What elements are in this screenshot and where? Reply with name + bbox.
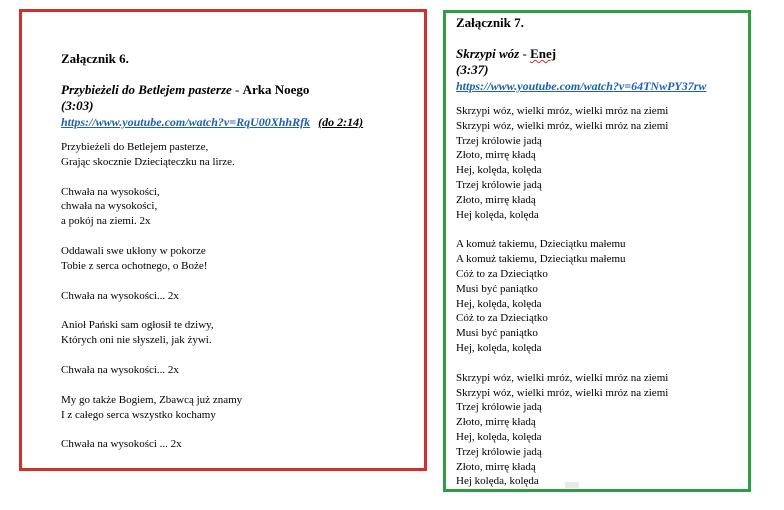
stanza	[61, 140, 421, 170]
lyric-line: Chwała na wysokości,	[61, 185, 160, 198]
attachment-6-content	[61, 51, 421, 452]
link-line	[61, 114, 421, 130]
page-break-marker	[565, 482, 579, 488]
lyric-line: A komuż takiemu, Dzieciątku małemu	[456, 253, 626, 266]
lyric-line: Hej, kolęda, kolęda	[456, 430, 542, 443]
song-duration: (3:03)	[61, 98, 94, 113]
lyric-line: Oddawali swe ukłony w pokorze	[61, 244, 206, 257]
lyric-line: Których oni nie słyszeli, jak żywi.	[61, 334, 212, 347]
stanza	[61, 437, 421, 452]
lyric-line: Chwała na wysokości ... 2x	[61, 438, 182, 451]
lyric-line: Skrzypi wóz, wielki mróz, wielki mróz na ziemi	[456, 105, 669, 117]
youtube-link[interactable]: https://www.youtube.com/watch?v=64TNwPY37rw	[456, 79, 707, 93]
stanza	[61, 393, 421, 423]
link-line	[456, 78, 751, 94]
stanza	[61, 363, 421, 378]
lyric-line: I z całego serca wszystko kochamy	[61, 408, 216, 421]
artist-name: Enej	[530, 46, 557, 61]
stanza	[61, 244, 421, 274]
lyric-line: Grając skocznie Dzieciąteczku na lirze.	[61, 155, 235, 168]
attachment-6-panel	[19, 9, 427, 471]
lyric-line: Złoto, mirrę kładą	[456, 460, 536, 473]
lyric-line: Musi być paniątko	[456, 327, 538, 340]
lyric-line: Musi być paniątko	[456, 282, 538, 295]
lyric-line: Przybieżeli do Betlejem pasterze,	[61, 141, 209, 153]
lyric-line: Hej, kolęda, kolęda	[456, 341, 542, 354]
attachment-7-panel	[443, 10, 751, 492]
lyrics	[61, 140, 421, 452]
stanza	[61, 289, 421, 304]
title-separator: -	[519, 46, 531, 61]
lyric-line: Skrzypi wóz, wielki mróz, wielki mróz na ziemi	[456, 386, 669, 399]
lyrics	[456, 104, 751, 489]
lyric-line: Skrzypi wóz, wielki mróz, wielki mróz na ziemi	[456, 371, 669, 384]
stanza	[456, 104, 751, 222]
attachment-6-song-line	[61, 82, 421, 98]
stanza	[61, 318, 421, 348]
stanza	[456, 371, 751, 489]
lyric-line: Cóż to za Dzieciątko	[456, 267, 548, 280]
attachment-7-song-line	[456, 46, 751, 62]
youtube-link[interactable]: https://www.youtube.com/watch?v=RqU00XhhRfk	[61, 115, 311, 129]
lyric-line: chwała na wysokości,	[61, 200, 158, 213]
lyric-line: Złoto, mirrę kładą	[456, 193, 536, 206]
lyric-line: Hej kolęda, kolęda	[456, 475, 539, 488]
lyric-line: Tobie z serca ochotnego, o Boże!	[61, 259, 208, 272]
lyric-line: Złoto, mirrę kładą	[456, 149, 536, 162]
lyric-line: a pokój na ziemi. 2x	[61, 215, 151, 228]
song-duration: (3:37)	[456, 62, 489, 77]
lyric-line: My go także Bogiem, Zbawcą już znamy	[61, 393, 243, 406]
attachment-7-content	[456, 15, 751, 489]
lyric-line: Trzej królowie jadą	[456, 445, 542, 458]
stanza	[61, 185, 421, 229]
lyric-line: Cóż to za Dzieciątko	[456, 312, 548, 325]
lyric-line: Trzej królowie jadą	[456, 401, 542, 414]
lyric-line: Skrzypi wóz, wielki mróz, wielki mróz na ziemi	[456, 119, 669, 132]
lyric-line: Hej kolęda, kolęda	[456, 208, 539, 221]
lyric-line: Hej, kolęda, kolęda	[456, 164, 542, 177]
lyric-line: Hej, kolęda, kolęda	[456, 297, 542, 310]
song-title: Przybieżeli do Betlejem pasterze	[61, 82, 232, 97]
link-note: (do 2:14)	[318, 115, 364, 129]
artist-name: Arka Noego	[242, 82, 310, 97]
song-title: Skrzypi wóz	[456, 46, 520, 61]
title-separator: -	[231, 82, 243, 97]
stanza	[456, 237, 751, 355]
attachment-7-heading: Załącznik 7.	[456, 15, 524, 30]
lyric-line: Złoto, mirrę kładą	[456, 416, 536, 429]
lyric-line: Trzej królowie jadą	[456, 178, 542, 191]
lyric-line: Chwała na wysokości... 2x	[61, 289, 179, 302]
lyric-line: Trzej królowie jadą	[456, 134, 542, 147]
lyric-line: A komuż takiemu, Dzieciątku małemu	[456, 238, 626, 251]
attachment-6-heading: Załącznik 6.	[61, 51, 129, 66]
lyric-line: Anioł Pański sam ogłosił te dziwy,	[61, 319, 214, 332]
lyric-line: Chwała na wysokości... 2x	[61, 363, 179, 376]
